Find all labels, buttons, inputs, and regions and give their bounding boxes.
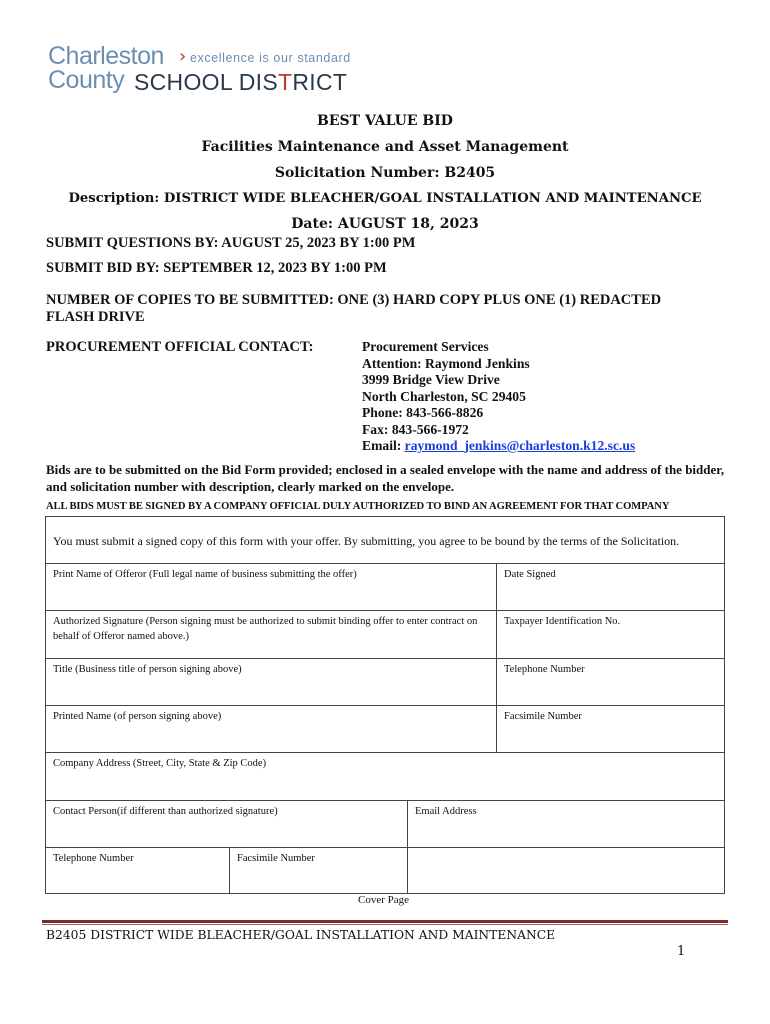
facsimile-field[interactable]: Facsimile Number — [497, 706, 724, 753]
offeror-form — [45, 516, 725, 894]
telephone-field[interactable]: Telephone Number — [497, 659, 724, 706]
logo-tagline: excellence is our standard — [190, 51, 351, 65]
footer-divider — [42, 920, 728, 923]
logo-district-part: RICT — [292, 69, 348, 95]
bid-date: Date: AUGUST 18, 2023 — [291, 216, 479, 232]
printed-name-field[interactable]: Printed Name (of person signing above) — [46, 706, 497, 753]
taxpayer-id-field[interactable]: Taxpayer Identification No. — [497, 611, 724, 659]
contact-street: 3999 Bridge View Drive — [362, 372, 500, 387]
contact-fax: Fax: 843-566-1972 — [362, 421, 469, 437]
signature-requirement: ALL BIDS MUST BE SIGNED BY A COMPANY OFFICIAL DULY AUTHORIZED TO BIND AN AGREEMENT FOR THAT COMPANY — [46, 501, 670, 512]
facsimile-field-2[interactable]: Facsimile Number — [230, 848, 408, 893]
contact-email-link[interactable]: raymond_jenkins@charleston.k12.sc.us — [404, 438, 636, 453]
contact-person-field[interactable]: Contact Person(if different than authorized signature) — [46, 801, 408, 848]
contact-phone: Phone: 843-566-8826 — [362, 405, 484, 420]
contact-label: PROCUREMENT OFFICIAL CONTACT: — [46, 339, 314, 355]
logo-charleston: Charleston — [48, 42, 164, 70]
offeror-name-field[interactable]: Print Name of Offeror (Full legal name of business submitting the offer) — [46, 564, 497, 611]
questions-deadline: SUBMIT QUESTIONS BY: AUGUST 25, 2023 BY 1:00 PM — [46, 235, 416, 251]
logo-district-accent: T — [278, 69, 293, 95]
footer-text: B2405 DISTRICT WIDE BLEACHER/GOAL INSTALLATION AND MAINTENANCE — [46, 928, 556, 942]
contact-email-label: Email: — [362, 438, 405, 453]
contact-email-line — [362, 438, 635, 455]
blank-cell[interactable] — [408, 848, 724, 893]
logo-arrow-icon: › — [179, 46, 187, 67]
footer-divider-thin — [42, 924, 728, 925]
solicitation-number: Solicitation Number: B2405 — [274, 165, 496, 181]
cover-page-label: Cover Page — [358, 894, 410, 906]
contact-department: Procurement Services — [362, 339, 489, 354]
telephone-field-2[interactable]: Telephone Number — [46, 848, 230, 893]
submission-instructions: Bids are to be submitted on the Bid Form provided; enclosed in a sealed envelope with the name and address of the bidder, and solicitation number with description, clearly marked on the envelope. — [46, 462, 725, 494]
bid-subject: Facilities Maintenance and Asset Management — [201, 139, 569, 155]
email-address-field[interactable]: Email Address — [408, 801, 724, 848]
signer-title-field[interactable]: Title (Business title of person signing above) — [46, 659, 497, 706]
copies-requirement: NUMBER OF COPIES TO BE SUBMITTED: ONE (3) HARD COPY PLUS ONE (1) REDACTED — [46, 292, 662, 308]
company-address-field[interactable]: Company Address (Street, City, State & Zip Code) — [46, 753, 724, 801]
logo-school-district — [134, 70, 347, 94]
bid-deadline: SUBMIT BID BY: SEPTEMBER 12, 2023 BY 1:00 PM — [46, 260, 387, 276]
date-signed-field[interactable]: Date Signed — [497, 564, 724, 611]
form-intro: You must submit a signed copy of this form with your offer. By submitting, you agree to be bound by the terms of the Solicitation. — [46, 517, 724, 564]
contact-city: North Charleston, SC 29405 — [362, 388, 526, 404]
authorized-signature-field[interactable]: Authorized Signature (Person signing must be authorized to submit binding offer to enter contract on behalf of Offeror named above.) — [46, 611, 497, 659]
logo-district-part: SCHOOL DIS — [134, 69, 279, 95]
copies-requirement-cont: FLASH DRIVE — [46, 309, 145, 325]
contact-attention: Attention: Raymond Jenkins — [362, 355, 530, 371]
bid-type-heading: BEST VALUE BID — [317, 113, 453, 129]
procurement-contact-block — [362, 339, 635, 455]
bid-description: Description: DISTRICT WIDE BLEACHER/GOAL INSTALLATION AND MAINTENANCE — [68, 191, 702, 206]
page-number: 1 — [677, 944, 686, 959]
logo-county: County — [48, 66, 125, 94]
district-logo — [48, 44, 368, 96]
